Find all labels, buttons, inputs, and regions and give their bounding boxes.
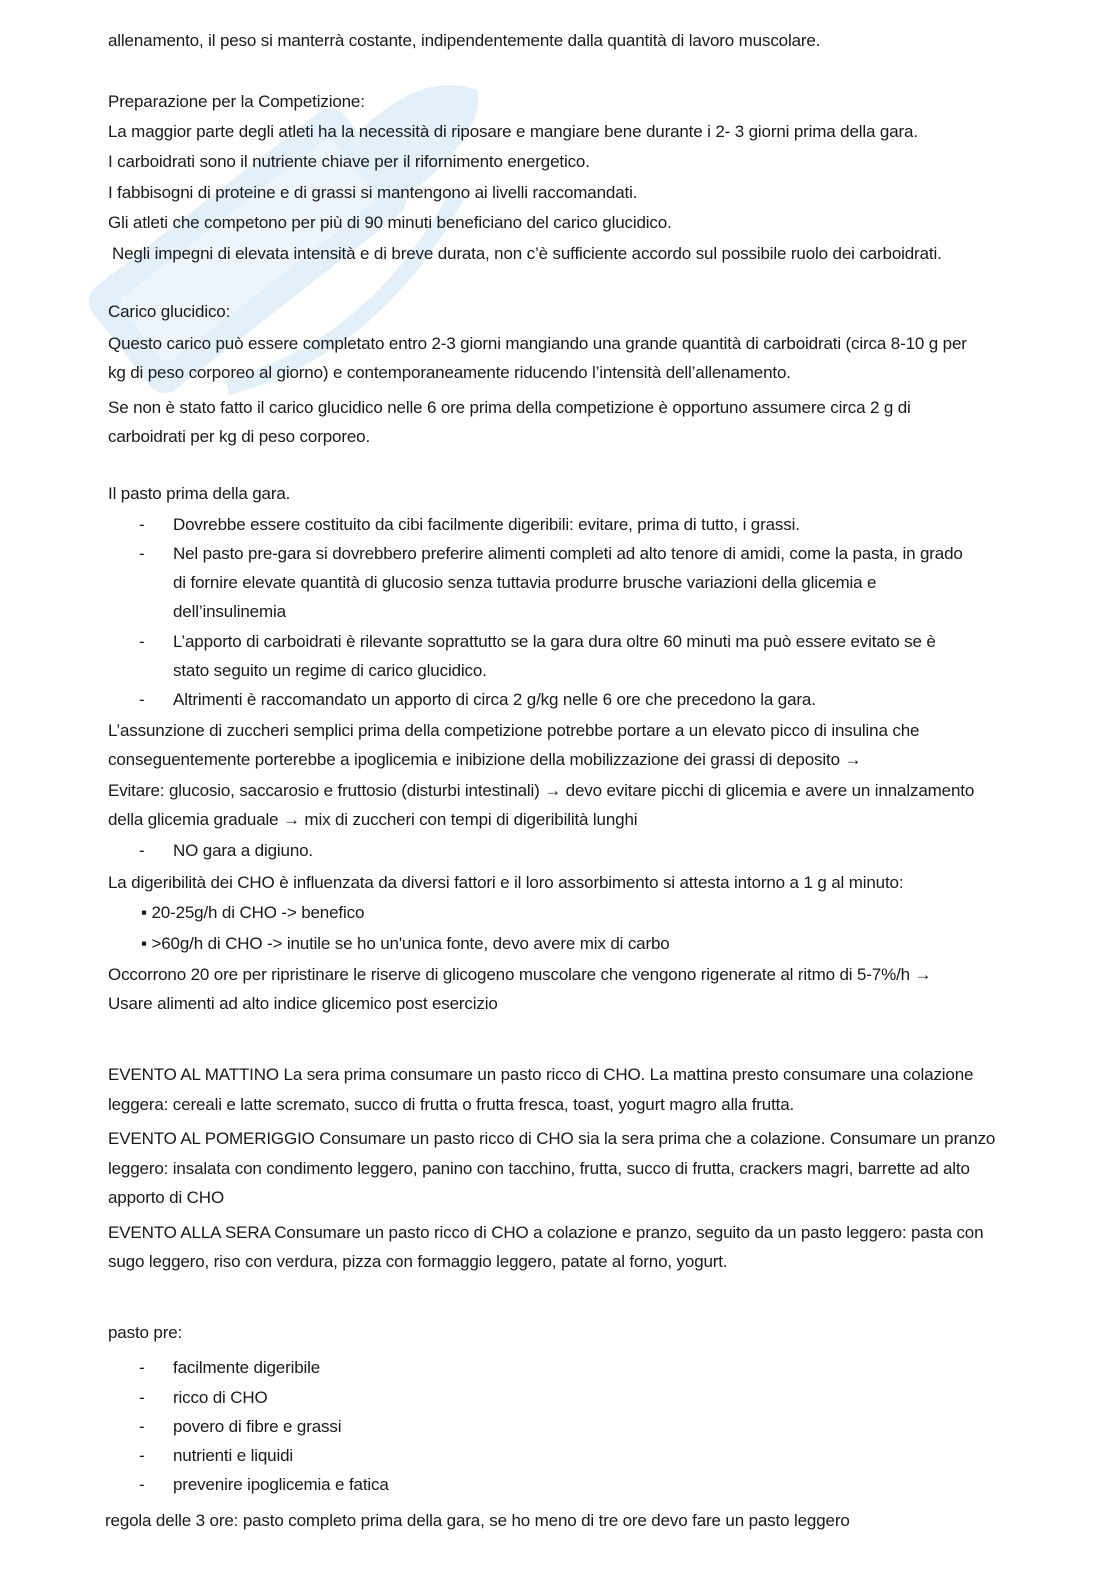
list-item-continuation: di fornire elevate quantità di glucosio senza tuttavia produrre brusche variazioni della glicemia e xyxy=(173,573,877,592)
list-item: prevenire ipoglicemia e fatica xyxy=(173,1475,389,1494)
text-line: La digeribilità dei CHO è influenzata da diversi fattori e il loro assorbimento si attesta intorno a 1 g al minuto: xyxy=(108,873,904,892)
text-line: Gli atleti che competono per più di 90 minuti beneficiano del carico glucidico. xyxy=(108,213,672,232)
list-dash: - xyxy=(139,1475,145,1494)
text-line: I carboidrati sono il nutriente chiave per il rifornimento energetico. xyxy=(108,152,590,171)
text-line: Usare alimenti ad alto indice glicemico post esercizio xyxy=(108,994,498,1013)
section-heading: Carico glucidico: xyxy=(108,302,231,321)
list-dash: - xyxy=(139,544,145,563)
text-line: leggera: cereali e latte scremato, succo di frutta o frutta fresca, toast, yogurt magro alla frutta. xyxy=(108,1095,795,1114)
text-line: leggero: insalata con condimento leggero, panino con tacchino, frutta, succo di frutta, crackers magri, barrette ad alto xyxy=(108,1159,970,1178)
list-dash: - xyxy=(139,1446,145,1465)
section-heading: pasto pre: xyxy=(108,1323,183,1342)
text-line: carboidrati per kg di peso corporeo. xyxy=(108,427,371,446)
text-line: I fabbisogni di proteine e di grassi si mantengono ai livelli raccomandati. xyxy=(108,183,638,202)
text-line: della glicemia graduale → mix di zuccheri con tempi di digeribilità lunghi xyxy=(108,810,638,829)
list-item-continuation: stato seguito un regime di carico glucidico. xyxy=(173,661,487,680)
text-line: EVENTO ALLA SERA Consumare un pasto ricco di CHO a colazione e pranzo, seguito da un pasto leggero: pasta con xyxy=(108,1223,984,1242)
text-line: Negli impegni di elevata intensità e di breve durata, non c’è sufficiente accordo sul possibile ruolo dei carboidrati. xyxy=(112,244,942,263)
text-line: kg di peso corporeo al giorno) e contemporaneamente riducendo l’intensità dell’allenamento. xyxy=(108,363,791,382)
text-line: apporto di CHO xyxy=(108,1188,225,1207)
square-bullet-item: ▪ >60g/h di CHO -> inutile se ho un'unica fonte, devo avere mix di carbo xyxy=(141,934,670,953)
list-item: L’apporto di carboidrati è rilevante soprattutto se la gara dura oltre 60 minuti ma può essere evitato se è xyxy=(173,632,936,651)
text-line: Occorrono 20 ore per ripristinare le riserve di glicogeno muscolare che vengono rigenerate al ritmo di 5-7%/h → xyxy=(108,965,932,984)
text-line: Questo carico può essere completato entro 2-3 giorni mangiando una grande quantità di carboidrati (circa 8-10 g per xyxy=(108,334,967,353)
list-dash: - xyxy=(139,1358,145,1377)
list-dash: - xyxy=(139,1417,145,1436)
list-item: NO gara a digiuno. xyxy=(173,841,313,860)
text-line: sugo leggero, riso con verdura, pizza con formaggio leggero, patate al forno, yogurt. xyxy=(108,1252,728,1271)
list-dash: - xyxy=(139,632,145,651)
list-dash: - xyxy=(139,690,145,709)
list-item: Dovrebbe essere costituito da cibi facilmente digeribili: evitare, prima di tutto, i grassi. xyxy=(173,515,800,534)
section-heading: Preparazione per la Competizione: xyxy=(108,92,365,111)
list-item: Altrimenti è raccomandato un apporto di circa 2 g/kg nelle 6 ore che precedono la gara. xyxy=(173,690,816,709)
text-line: allenamento, il peso si manterrà costante, indipendentemente dalla quantità di lavoro muscolare. xyxy=(108,31,821,50)
list-item: ricco di CHO xyxy=(173,1388,268,1407)
list-dash: - xyxy=(139,515,145,534)
list-item-continuation: dell’insulinemia xyxy=(173,602,286,621)
text-line: Evitare: glucosio, saccarosio e fruttosio (disturbi intestinali) → devo evitare picchi di glicemia e avere un innalzamento xyxy=(108,781,975,800)
list-item: povero di fibre e grassi xyxy=(173,1417,342,1436)
section-heading: Il pasto prima della gara. xyxy=(108,484,291,503)
text-line: EVENTO AL POMERIGGIO Consumare un pasto ricco di CHO sia la sera prima che a colazione. Consumare un pranzo xyxy=(108,1129,996,1148)
text-line: conseguentemente porterebbe a ipoglicemia e inibizione della mobilizzazione dei grassi di deposito → xyxy=(108,750,862,769)
text-line: L’assunzione di zuccheri semplici prima della competizione potrebbe portare a un elevato picco di insulina che xyxy=(108,721,920,740)
text-line: regola delle 3 ore: pasto completo prima della gara, se ho meno di tre ore devo fare un pasto leggero xyxy=(105,1511,850,1530)
text-line: EVENTO AL MATTINO La sera prima consumare un pasto ricco di CHO. La mattina presto consumare una colazione xyxy=(108,1065,974,1084)
list-dash: - xyxy=(139,1388,145,1407)
text-line: La maggior parte degli atleti ha la necessità di riposare e mangiare bene durante i 2- 3 giorni prima della gara. xyxy=(108,122,918,141)
list-item: Nel pasto pre-gara si dovrebbero preferire alimenti completi ad alto tenore di amidi, come la pasta, in grado xyxy=(173,544,963,563)
square-bullet-item: ▪ 20-25g/h di CHO -> benefico xyxy=(141,903,365,922)
list-item: nutrienti e liquidi xyxy=(173,1446,294,1465)
list-dash: - xyxy=(139,841,145,860)
text-line: Se non è stato fatto il carico glucidico nelle 6 ore prima della competizione è opportuno assumere circa 2 g di xyxy=(108,398,911,417)
list-item: facilmente digeribile xyxy=(173,1358,321,1377)
